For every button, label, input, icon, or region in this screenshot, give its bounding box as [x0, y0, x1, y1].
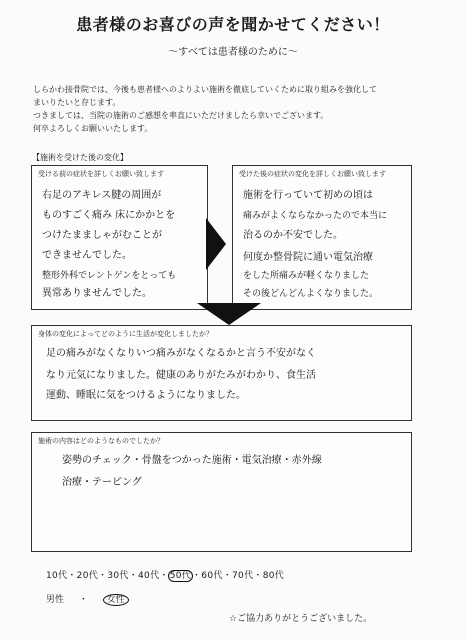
after-line: 治るのか不安でした。 — [243, 230, 343, 241]
before-line: ものすごく痛み 床にかかとを — [42, 210, 176, 221]
before-line: つけたまましゃがむことが — [42, 230, 162, 241]
intro-text — [33, 83, 433, 135]
gender-separator: ・ — [78, 595, 88, 605]
life-change-label: 身体の変化によってどのように生活が変化しましたか？ — [38, 330, 213, 338]
age-separator: ・ — [67, 571, 77, 581]
age-separator: ・ — [222, 571, 233, 581]
life-line: 運動、睡眠に気をつけるようになりました。 — [46, 390, 246, 401]
age-option[interactable]: 80代 — [262, 571, 285, 581]
arrow-right-icon — [206, 218, 226, 270]
treatment-line: 姿勢のチェック・骨盤をつかった施術・電気治療・赤外線 — [62, 455, 322, 466]
page-title: 患者様のお喜びの声を聞かせてください！ — [76, 15, 390, 34]
before-symptoms-box[interactable] — [31, 165, 208, 310]
age-separator: ・ — [192, 571, 202, 581]
age-option[interactable]: 20代 — [76, 571, 99, 581]
life-line: なり元気になりました。健康のありがたみがわかり、食生活 — [46, 370, 316, 381]
after-line: その後どんどんよくなりました。 — [243, 289, 379, 299]
age-option[interactable]: 60代 — [201, 571, 223, 581]
arrow-down-icon — [197, 303, 261, 325]
before-symptoms-label: 受ける前の症状を詳しくお願い致します — [38, 170, 164, 178]
before-line: 右足のアキレス腱の周囲が — [42, 190, 162, 201]
age-option[interactable]: 30代 — [107, 571, 129, 581]
after-line: 何度か整骨院に通い電気治療 — [243, 252, 373, 263]
page-subtitle: ～すべては患者様のために～ — [168, 47, 298, 58]
gender-selector[interactable] — [46, 592, 129, 605]
after-line: 施術を行っていて初めの頃は — [243, 190, 373, 201]
treatment-line: 治療・テーピング — [62, 477, 142, 488]
age-option[interactable]: 70代 — [232, 571, 254, 581]
intro-line: しらかわ接骨院では、今後も患者様へのよりよい施術を徹底していくために取り組みを強化して — [33, 85, 377, 94]
treatment-content-box[interactable] — [31, 432, 412, 552]
thanks-message: ☆ご協力ありがとうございました。 — [229, 614, 373, 624]
gender-female[interactable]: 女性 — [103, 594, 129, 606]
intro-line: 何卒よろしくお願いいたします。 — [33, 124, 153, 133]
after-symptoms-box[interactable] — [232, 165, 412, 310]
gender-male[interactable]: 男性 — [46, 595, 65, 605]
age-separator: ・ — [98, 571, 108, 581]
intro-line: つきましては、当院の施術のご感想を率直にいただけましたら幸いでございます。 — [33, 111, 329, 120]
section-label: 【施術を受けた後の変化】 — [32, 153, 128, 162]
age-option[interactable]: 50代 — [169, 571, 192, 581]
after-line: をした所痛みが軽くなりました — [243, 271, 370, 281]
age-option[interactable]: 10代 — [46, 571, 68, 581]
intro-line: まいりたいと存じます。 — [33, 98, 121, 107]
age-separator: ・ — [253, 571, 263, 581]
before-line: 整形外科でレントゲンをとっても — [42, 271, 177, 281]
age-selector[interactable] — [46, 568, 284, 581]
life-line: 足の痛みがなくなりいつ痛みがなくなるかと言う不安がなく — [46, 348, 316, 359]
before-line: 異常ありませんでした。 — [42, 288, 152, 299]
after-line: 痛みがよくならなかったので本当に — [243, 211, 388, 221]
before-line: できませんでした。 — [42, 250, 132, 261]
age-separator: ・ — [159, 571, 169, 581]
age-separator: ・ — [128, 571, 139, 581]
after-symptoms-label: 受けた後の症状の変化を詳しくお願い致します — [239, 170, 386, 178]
age-option[interactable]: 40代 — [138, 571, 160, 581]
treatment-content-label: 施術の内容はどのようなものでしたか？ — [38, 437, 164, 445]
life-change-box[interactable] — [31, 325, 412, 421]
